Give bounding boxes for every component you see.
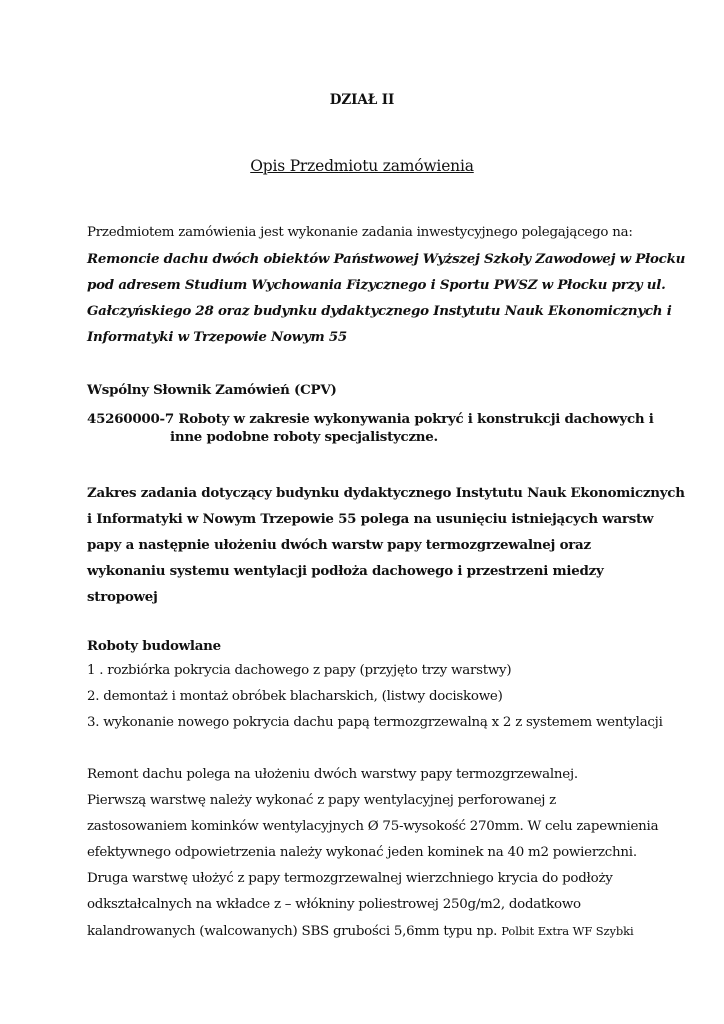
description-line: efektywnego odpowietrzenia należy wykonać jeden kominek na 40 m2 powierzchni.	[87, 845, 637, 860]
works-item: 3. wykonanie nowego pokrycia dachu papą termozgrzewalną x 2 z systemem wentylacji	[87, 715, 663, 730]
scope-line: i Informatyki w Nowym Trzepowie 55 polega na usunięciu istniejących warstw	[87, 511, 654, 527]
description-line: Druga warstwę ułożyć z papy termozgrzewalnej wierzchniego krycia do podłoży	[87, 871, 613, 886]
cpv-heading: Wspólny Słownik Zamówień (CPV)	[87, 382, 337, 398]
scope-line: stropowej	[87, 589, 158, 605]
intro-lead: Przedmiotem zamówienia jest wykonanie zadania inwestycyjnego polegającego na:	[87, 225, 633, 240]
description-line: zastosowaniem kominków wentylacyjnych Ø 75-wysokość 270mm. W celu zapewnienia	[87, 819, 659, 834]
section-label: DZIAŁ II	[329, 92, 395, 108]
description-line: Pierwszą warstwę należy wykonać z papy wentylacyjnej perforowanej z	[87, 793, 556, 808]
scope-line: Zakres zadania dotyczący budynku dydaktycznego Instytutu Nauk Ekonomicznych	[87, 485, 685, 501]
page-title: Opis Przedmiotu zamówienia	[250, 157, 474, 175]
product-name: Polbit Extra WF Szybki	[501, 924, 634, 938]
description-line: Remont dachu polega na ułożeniu dwóch warstwy papy termozgrzewalnej.	[87, 767, 578, 782]
description-line: odkształcalnych na wkładce z – włókniny poliestrowej 250g/m2, dodatkowo	[87, 897, 581, 912]
scope-line: wykonaniu systemu wentylacji podłoża dachowego i przestrzeni miedzy	[87, 563, 604, 579]
intro-object-line: Informatyki w Trzepowie Nowym 55	[87, 329, 347, 345]
description-last-line	[87, 922, 634, 941]
works-item: 2. demontaż i montaż obróbek blacharskich, (listwy dociskowe)	[87, 689, 503, 704]
works-heading: Roboty budowlane	[87, 638, 221, 654]
scope-line: papy a następnie ułożeniu dwóch warstw papy termozgrzewalnej oraz	[87, 537, 591, 553]
works-item: 1 . rozbiórka pokrycia dachowego z papy (przyjęto trzy warstwy)	[87, 663, 512, 678]
description-last-line-main: kalandrowanych (walcowanych) SBS grubości 5,6mm typu np.	[87, 924, 498, 939]
intro-object-line: Remoncie dachu dwóch obiektów Państwowej Wyższej Szkoły Zawodowej w Płocku	[87, 251, 686, 267]
intro-object-line: Gałczyńskiego 28 oraz budynku dydaktycznego Instytutu Nauk Ekonomicznych i	[87, 303, 672, 319]
cpv-code-line: 45260000-7 Roboty w zakresie wykonywania pokryć i konstrukcji dachowych i	[87, 411, 654, 427]
cpv-code-line-continued: inne podobne roboty specjalistyczne.	[170, 429, 438, 445]
intro-object-line: pod adresem Studium Wychowania Fizycznego i Sportu PWSZ w Płocku przy ul.	[87, 277, 666, 293]
